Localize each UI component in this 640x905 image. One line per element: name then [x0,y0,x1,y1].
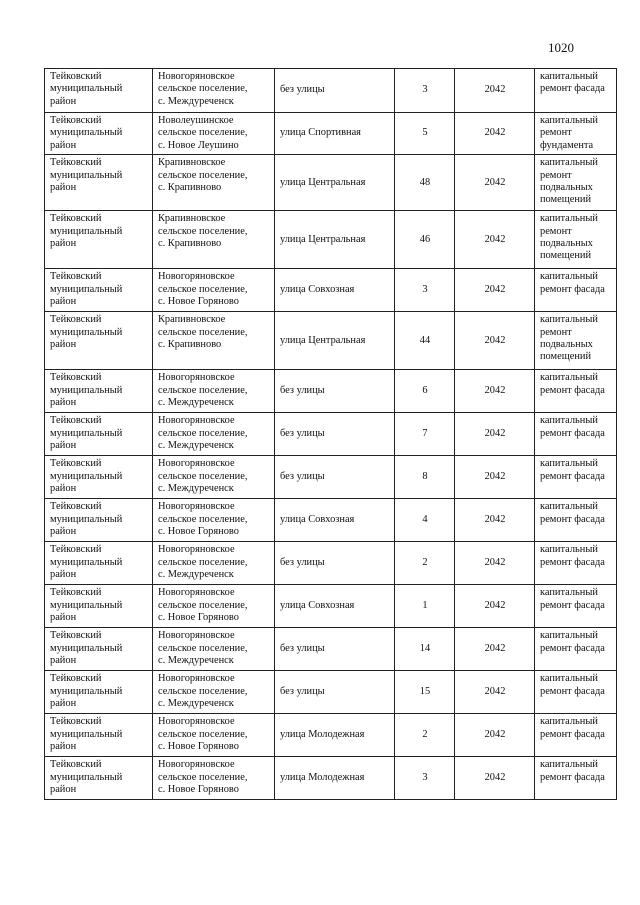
street-cell: без улицы [275,628,395,671]
district-cell: Тейковский муниципальный район [45,671,153,714]
year-cell: 2042 [455,757,535,800]
settlement-cell: Новогоряновское сельское поселение, с. Междуреченск [153,671,275,714]
work-type-cell: капитальный ремонт фундамента [535,113,617,155]
settlement-cell: Новогоряновское сельское поселение, с. Новое Горяново [153,499,275,542]
table-row [45,757,617,800]
year-cell: 2042 [455,211,535,269]
work-type-cell: капитальный ремонт фасада [535,370,617,413]
settlement-cell: Новогоряновское сельское поселение, с. Междуреченск [153,542,275,585]
district-cell: Тейковский муниципальный район [45,714,153,757]
work-type-cell: капитальный ремонт фасада [535,499,617,542]
house-number-cell: 46 [395,211,455,269]
table-row [45,499,617,542]
year-cell: 2042 [455,269,535,312]
repair-schedule-table [44,68,617,800]
table-row [45,155,617,211]
street-cell: без улицы [275,413,395,456]
table-row [45,370,617,413]
table-row [45,69,617,113]
year-cell: 2042 [455,671,535,714]
work-type-cell: капитальный ремонт фасада [535,413,617,456]
street-cell: улица Спортивная [275,113,395,155]
house-number-cell: 6 [395,370,455,413]
year-cell: 2042 [455,69,535,113]
year-cell: 2042 [455,312,535,370]
house-number-cell: 4 [395,499,455,542]
year-cell: 2042 [455,113,535,155]
work-type-cell: капитальный ремонт фасада [535,69,617,113]
work-type-cell: капитальный ремонт фасада [535,714,617,757]
house-number-cell: 44 [395,312,455,370]
district-cell: Тейковский муниципальный район [45,585,153,628]
district-cell: Тейковский муниципальный район [45,456,153,499]
district-cell: Тейковский муниципальный район [45,413,153,456]
house-number-cell: 1 [395,585,455,628]
year-cell: 2042 [455,628,535,671]
settlement-cell: Новогоряновское сельское поселение, с. Междуреченск [153,413,275,456]
street-cell: без улицы [275,671,395,714]
settlement-cell: Крапивновское сельское поселение, с. Крапивново [153,155,275,211]
year-cell: 2042 [455,370,535,413]
work-type-cell: капитальный ремонт фасада [535,456,617,499]
house-number-cell: 8 [395,456,455,499]
work-type-cell: капитальный ремонт фасада [535,269,617,312]
house-number-cell: 2 [395,542,455,585]
settlement-cell: Новогоряновское сельское поселение, с. Междуреченск [153,456,275,499]
year-cell: 2042 [455,413,535,456]
street-cell: улица Молодежная [275,714,395,757]
street-cell: улица Центральная [275,312,395,370]
house-number-cell: 48 [395,155,455,211]
work-type-cell: капитальный ремонт фасада [535,671,617,714]
street-cell: без улицы [275,456,395,499]
work-type-cell: капитальный ремонт фасада [535,757,617,800]
settlement-cell: Новогоряновское сельское поселение, с. Новое Горяново [153,757,275,800]
street-cell: улица Совхозная [275,499,395,542]
house-number-cell: 3 [395,269,455,312]
table-row [45,413,617,456]
street-cell: улица Центральная [275,211,395,269]
settlement-cell: Новогоряновское сельское поселение, с. Междуреченск [153,628,275,671]
settlement-cell: Крапивновское сельское поселение, с. Крапивново [153,211,275,269]
district-cell: Тейковский муниципальный район [45,628,153,671]
district-cell: Тейковский муниципальный район [45,312,153,370]
settlement-cell: Новогоряновское сельское поселение, с. Междуреченск [153,370,275,413]
work-type-cell: капитальный ремонт подвальных помещений [535,155,617,211]
table-row [45,312,617,370]
district-cell: Тейковский муниципальный район [45,542,153,585]
settlement-cell: Новогоряновское сельское поселение, с. Междуреченск [153,69,275,113]
street-cell: улица Совхозная [275,585,395,628]
year-cell: 2042 [455,585,535,628]
district-cell: Тейковский муниципальный район [45,113,153,155]
house-number-cell: 3 [395,757,455,800]
house-number-cell: 2 [395,714,455,757]
district-cell: Тейковский муниципальный район [45,370,153,413]
work-type-cell: капитальный ремонт фасада [535,585,617,628]
street-cell: без улицы [275,69,395,113]
house-number-cell: 5 [395,113,455,155]
work-type-cell: капитальный ремонт фасада [535,542,617,585]
work-type-cell: капитальный ремонт подвальных помещений [535,312,617,370]
page-number: 1020 [548,40,574,55]
district-cell: Тейковский муниципальный район [45,499,153,542]
house-number-cell: 14 [395,628,455,671]
house-number-cell: 15 [395,671,455,714]
year-cell: 2042 [455,456,535,499]
district-cell: Тейковский муниципальный район [45,69,153,113]
year-cell: 2042 [455,155,535,211]
street-cell: без улицы [275,542,395,585]
table-row [45,542,617,585]
street-cell: без улицы [275,370,395,413]
work-type-cell: капитальный ремонт фасада [535,628,617,671]
settlement-cell: Новогоряновское сельское поселение, с. Новое Горяново [153,714,275,757]
district-cell: Тейковский муниципальный район [45,269,153,312]
table-row [45,211,617,269]
table-row [45,585,617,628]
settlement-cell: Новогоряновское сельское поселение, с. Новое Горяново [153,585,275,628]
table-body [45,69,617,800]
street-cell: улица Молодежная [275,757,395,800]
settlement-cell: Крапивновское сельское поселение, с. Крапивново [153,312,275,370]
settlement-cell: Новогоряновское сельское поселение, с. Новое Горяново [153,269,275,312]
district-cell: Тейковский муниципальный район [45,211,153,269]
table-row [45,269,617,312]
year-cell: 2042 [455,542,535,585]
district-cell: Тейковский муниципальный район [45,155,153,211]
year-cell: 2042 [455,499,535,542]
street-cell: улица Центральная [275,155,395,211]
street-cell: улица Совхозная [275,269,395,312]
district-cell: Тейковский муниципальный район [45,757,153,800]
house-number-cell: 3 [395,69,455,113]
house-number-cell: 7 [395,413,455,456]
table-row [45,714,617,757]
table-row [45,671,617,714]
settlement-cell: Новолеушинское сельское поселение, с. Новое Леушино [153,113,275,155]
year-cell: 2042 [455,714,535,757]
table-row [45,628,617,671]
work-type-cell: капитальный ремонт подвальных помещений [535,211,617,269]
table-row [45,456,617,499]
table-row [45,113,617,155]
